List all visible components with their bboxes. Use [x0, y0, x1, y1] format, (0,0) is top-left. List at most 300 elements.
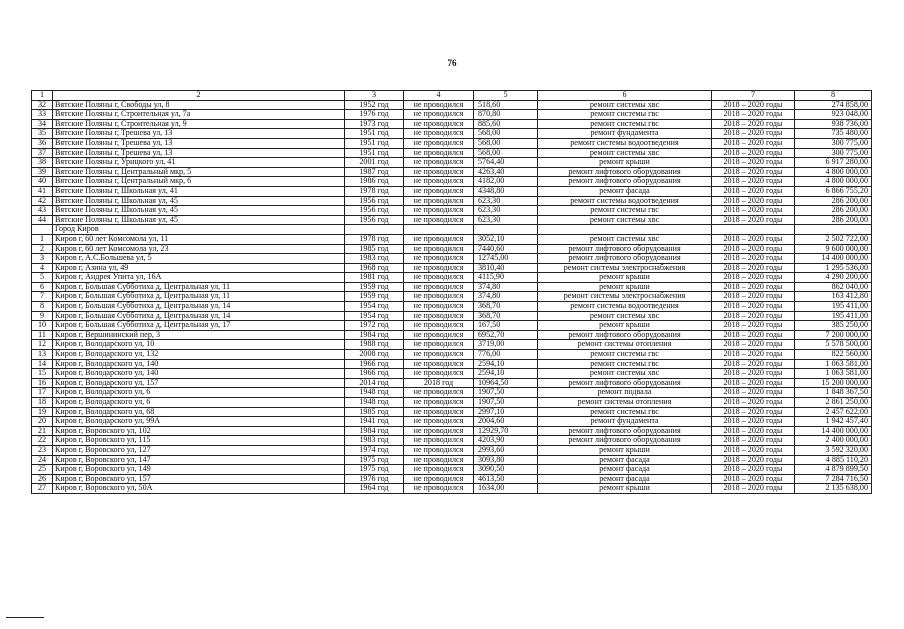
period-cell: 2018 – 2020 годы: [712, 254, 795, 264]
last-repair-cell: не проводился: [404, 350, 474, 360]
work-type-cell: ремонт крыши: [538, 445, 712, 455]
table-row: [32, 186, 872, 196]
build-year-cell: 1968 год: [345, 263, 404, 273]
row-number: 17: [32, 388, 53, 398]
address-cell: Киров г, Воровского ул, 127: [53, 445, 345, 455]
area-cell: 623,30: [474, 206, 538, 216]
build-year-cell: 1951 год: [345, 129, 404, 139]
period-cell: 2018 – 2020 годы: [712, 340, 795, 350]
row-number: 18: [32, 398, 53, 408]
table-row: [32, 350, 872, 360]
cost-cell: 300 775,00: [795, 138, 872, 148]
last-repair-cell: не проводился: [404, 359, 474, 369]
period-cell: 2018 – 2020 годы: [712, 215, 795, 225]
cost-cell: 286 200,00: [795, 206, 872, 216]
period-cell: 2018 – 2020 годы: [712, 167, 795, 177]
build-year-cell: 1952 год: [345, 100, 404, 110]
build-year-cell: 1951 год: [345, 138, 404, 148]
area-cell: 623,30: [474, 196, 538, 206]
row-number: 38: [32, 158, 53, 168]
table-body: [32, 100, 872, 493]
cost-cell: 2 861 250,00: [795, 398, 872, 408]
row-number: 20: [32, 417, 53, 427]
work-type-cell: ремонт фасада: [538, 455, 712, 465]
period-cell: 2018 – 2020 годы: [712, 129, 795, 139]
cost-cell: 1 848 367,50: [795, 388, 872, 398]
address-cell: Вятские Поляны г, Школьная ул, 45: [53, 196, 345, 206]
work-type-cell: ремонт фундамента: [538, 129, 712, 139]
period-cell: 2018 – 2020 годы: [712, 330, 795, 340]
row-number: 4: [32, 263, 53, 273]
cost-cell: 2 457 622,00: [795, 407, 872, 417]
address-cell: Киров г, Воровского ул, 50А: [53, 484, 345, 494]
period-cell: 2018 – 2020 годы: [712, 158, 795, 168]
build-year-cell: 1941 год: [345, 417, 404, 427]
period-cell: 2018 – 2020 годы: [712, 321, 795, 331]
address-cell: Киров г, Воровского ул, 157: [53, 474, 345, 484]
area-cell: 4182,00: [474, 177, 538, 187]
area-cell: 4348,80: [474, 186, 538, 196]
area-cell: 568,00: [474, 129, 538, 139]
work-type-cell: ремонт лифтового оборудования: [538, 436, 712, 446]
period-cell: 2018 – 2020 годы: [712, 100, 795, 110]
build-year-cell: 1986 год: [345, 177, 404, 187]
row-number: 2: [32, 244, 53, 254]
last-repair-cell: не проводился: [404, 215, 474, 225]
column-number: 2: [53, 91, 345, 101]
address-cell: Киров г, Володарского ул, 140: [53, 359, 345, 369]
area-cell: 568,00: [474, 148, 538, 158]
work-type-cell: ремонт системы гвс: [538, 350, 712, 360]
table-row: [32, 206, 872, 216]
period-cell: 2018 – 2020 годы: [712, 234, 795, 244]
table-row: [32, 359, 872, 369]
table-row: [32, 484, 872, 494]
build-year-cell: 1987 год: [345, 167, 404, 177]
cost-cell: 9 600 000,00: [795, 244, 872, 254]
last-repair-cell: не проводился: [404, 177, 474, 187]
address-cell: Вятские Поляны г, Школьная ул, 41: [53, 186, 345, 196]
last-repair-cell: не проводился: [404, 206, 474, 216]
address-cell: Киров г, Воровского ул, 115: [53, 436, 345, 446]
row-number: 13: [32, 350, 53, 360]
build-year-cell: 1956 год: [345, 196, 404, 206]
work-type-cell: ремонт системы хвс: [538, 234, 712, 244]
row-number: 27: [32, 484, 53, 494]
address-cell: Киров г, Андрея Упита ул, 16А: [53, 273, 345, 283]
work-type-cell: ремонт подвала: [538, 388, 712, 398]
work-type-cell: ремонт системы гвс: [538, 407, 712, 417]
cost-cell: 4 879 899,50: [795, 465, 872, 475]
build-year-cell: 1984 год: [345, 426, 404, 436]
row-number: 8: [32, 302, 53, 312]
work-type-cell: ремонт системы электроснабжения: [538, 292, 712, 302]
work-type-cell: ремонт лифтового оборудования: [538, 167, 712, 177]
cost-cell: 6 917 280,00: [795, 158, 872, 168]
area-cell: 374,80: [474, 292, 538, 302]
empty-cell: [712, 225, 795, 235]
row-number: 6: [32, 282, 53, 292]
last-repair-cell: не проводился: [404, 474, 474, 484]
cost-cell: 1 942 457,40: [795, 417, 872, 427]
area-cell: 623,30: [474, 215, 538, 225]
address-cell: Киров г, Большая Субботиха д, Центральная ул, 11: [53, 292, 345, 302]
period-cell: 2018 – 2020 годы: [712, 196, 795, 206]
area-cell: 776,00: [474, 350, 538, 360]
table-row: [32, 417, 872, 427]
cost-cell: 195 411,00: [795, 311, 872, 321]
area-cell: 4613,50: [474, 474, 538, 484]
address-cell: Киров г, Большая Субботиха д, Центральная ул, 14: [53, 302, 345, 312]
period-cell: 2018 – 2020 годы: [712, 378, 795, 388]
address-cell: Киров г, Володарского ул, 157: [53, 378, 345, 388]
table-row: [32, 369, 872, 379]
address-cell: Вятские Поляны г, Центральный мкр, 6: [53, 177, 345, 187]
area-cell: 1907,50: [474, 388, 538, 398]
build-year-cell: 1988 год: [345, 340, 404, 350]
build-year-cell: 1975 год: [345, 465, 404, 475]
build-year-cell: 1981 год: [345, 273, 404, 283]
last-repair-cell: не проводился: [404, 388, 474, 398]
address-cell: Вятские Поляны г, Трешева ул, 13: [53, 138, 345, 148]
page-number: 76: [447, 58, 457, 68]
cost-cell: 4 800 000,00: [795, 177, 872, 187]
cost-cell: 7 284 716,50: [795, 474, 872, 484]
period-cell: 2018 – 2020 годы: [712, 388, 795, 398]
empty-cell: [474, 225, 538, 235]
period-cell: 2018 – 2020 годы: [712, 417, 795, 427]
address-cell: Вятские Поляны г, Трешева ул, 13: [53, 129, 345, 139]
row-number: 33: [32, 110, 53, 120]
last-repair-cell: не проводился: [404, 119, 474, 129]
cost-cell: 195 411,00: [795, 302, 872, 312]
area-cell: 2997,10: [474, 407, 538, 417]
table-row: [32, 292, 872, 302]
last-repair-cell: не проводился: [404, 138, 474, 148]
empty-cell: [404, 225, 474, 235]
repair-registry-table: [31, 90, 872, 494]
table-row: [32, 138, 872, 148]
table-row: [32, 158, 872, 168]
build-year-cell: 1964 год: [345, 484, 404, 494]
cost-cell: 4 800 000,00: [795, 167, 872, 177]
area-cell: 2594,10: [474, 359, 538, 369]
row-number: 21: [32, 426, 53, 436]
build-year-cell: 1976 год: [345, 110, 404, 120]
table-row: [32, 244, 872, 254]
work-type-cell: ремонт крыши: [538, 273, 712, 283]
row-number: 39: [32, 167, 53, 177]
address-cell: Киров г, Володарского ул, 68: [53, 407, 345, 417]
build-year-cell: 1972 год: [345, 321, 404, 331]
period-cell: 2018 – 2020 годы: [712, 263, 795, 273]
table-row: [32, 129, 872, 139]
cost-cell: 938 736,00: [795, 119, 872, 129]
period-cell: 2018 – 2020 годы: [712, 455, 795, 465]
address-cell: Вятские Поляны г, Центральный мкр, 5: [53, 167, 345, 177]
address-cell: Киров г, Большая Субботиха д, Центральная ул, 11: [53, 282, 345, 292]
work-type-cell: ремонт лифтового оборудования: [538, 177, 712, 187]
table-row: [32, 455, 872, 465]
address-cell: Вятские Поляны г, Свободы ул, 8: [53, 100, 345, 110]
cost-cell: 300 775,00: [795, 148, 872, 158]
period-cell: 2018 – 2020 годы: [712, 445, 795, 455]
period-cell: 2018 – 2020 годы: [712, 359, 795, 369]
work-type-cell: ремонт фасада: [538, 186, 712, 196]
build-year-cell: 1954 год: [345, 311, 404, 321]
area-cell: 10964,50: [474, 378, 538, 388]
build-year-cell: 1983 год: [345, 254, 404, 264]
last-repair-cell: не проводился: [404, 110, 474, 120]
cost-cell: 2 502 722,00: [795, 234, 872, 244]
column-number: 3: [345, 91, 404, 101]
cost-cell: 862 040,00: [795, 282, 872, 292]
last-repair-cell: не проводился: [404, 186, 474, 196]
last-repair-cell: не проводился: [404, 311, 474, 321]
table-row: [32, 311, 872, 321]
last-repair-cell: не проводился: [404, 282, 474, 292]
area-cell: 2004,60: [474, 417, 538, 427]
last-repair-cell: не проводился: [404, 302, 474, 312]
period-cell: 2018 – 2020 годы: [712, 206, 795, 216]
build-year-cell: 2008 год: [345, 350, 404, 360]
work-type-cell: ремонт системы хвс: [538, 215, 712, 225]
build-year-cell: 1985 год: [345, 407, 404, 417]
cost-cell: 286 200,00: [795, 196, 872, 206]
table-row: [32, 474, 872, 484]
work-type-cell: ремонт системы отопления: [538, 340, 712, 350]
row-number: 40: [32, 177, 53, 187]
area-cell: 518,60: [474, 100, 538, 110]
work-type-cell: ремонт лифтового оборудования: [538, 330, 712, 340]
address-cell: Вятские Поляны г, Урицкого ул, 41: [53, 158, 345, 168]
period-cell: 2018 – 2020 годы: [712, 186, 795, 196]
table-row: [32, 110, 872, 120]
table-row: [32, 167, 872, 177]
build-year-cell: 1956 год: [345, 215, 404, 225]
last-repair-cell: не проводился: [404, 158, 474, 168]
table-row: [32, 426, 872, 436]
row-number: 44: [32, 215, 53, 225]
row-number: 42: [32, 196, 53, 206]
address-cell: Вятские Поляны г, Строительная ул, 7а: [53, 110, 345, 120]
last-repair-cell: не проводился: [404, 398, 474, 408]
cost-cell: 7 200 000,00: [795, 330, 872, 340]
footnote-divider: [6, 617, 44, 618]
row-number: 15: [32, 369, 53, 379]
work-type-cell: ремонт системы гвс: [538, 119, 712, 129]
period-cell: 2018 – 2020 годы: [712, 302, 795, 312]
build-year-cell: 1984 год: [345, 330, 404, 340]
address-cell: Киров г, Воровского ул, 147: [53, 455, 345, 465]
period-cell: 2018 – 2020 годы: [712, 177, 795, 187]
last-repair-cell: не проводился: [404, 455, 474, 465]
period-cell: 2018 – 2020 годы: [712, 350, 795, 360]
build-year-cell: 1976 год: [345, 474, 404, 484]
area-cell: 3052,10: [474, 234, 538, 244]
cost-cell: 1 063 581,00: [795, 359, 872, 369]
work-type-cell: ремонт крыши: [538, 484, 712, 494]
period-cell: 2018 – 2020 годы: [712, 292, 795, 302]
cost-cell: 5 578 500,00: [795, 340, 872, 350]
address-cell: Киров г, Большая Субботиха д, Центральная ул, 17: [53, 321, 345, 331]
area-cell: 1634,00: [474, 484, 538, 494]
build-year-cell: 1948 год: [345, 398, 404, 408]
build-year-cell: 1956 год: [345, 206, 404, 216]
row-number: 41: [32, 186, 53, 196]
period-cell: 2018 – 2020 годы: [712, 138, 795, 148]
work-type-cell: ремонт лифтового оборудования: [538, 254, 712, 264]
last-repair-cell: не проводился: [404, 167, 474, 177]
period-cell: 2018 – 2020 годы: [712, 311, 795, 321]
address-cell: Киров г, Володарского ул, 10: [53, 340, 345, 350]
area-cell: 12929,70: [474, 426, 538, 436]
area-cell: 3090,50: [474, 465, 538, 475]
work-type-cell: ремонт системы хвс: [538, 311, 712, 321]
area-cell: 7440,60: [474, 244, 538, 254]
area-cell: 368,70: [474, 311, 538, 321]
build-year-cell: 1959 год: [345, 292, 404, 302]
row-number: 5: [32, 273, 53, 283]
period-cell: 2018 – 2020 годы: [712, 407, 795, 417]
last-repair-cell: не проводился: [404, 100, 474, 110]
last-repair-cell: не проводился: [404, 417, 474, 427]
address-cell: Киров г, 60 лет Комсомола ул, 23: [53, 244, 345, 254]
last-repair-cell: не проводился: [404, 321, 474, 331]
last-repair-cell: не проводился: [404, 129, 474, 139]
table-row: [32, 273, 872, 283]
address-cell: Киров г, Володарского ул, 99А: [53, 417, 345, 427]
table-row: [32, 436, 872, 446]
build-year-cell: 1973 год: [345, 119, 404, 129]
table-row: [32, 119, 872, 129]
work-type-cell: ремонт системы отопления: [538, 398, 712, 408]
work-type-cell: ремонт системы водоотведения: [538, 138, 712, 148]
row-number: 16: [32, 378, 53, 388]
last-repair-cell: не проводился: [404, 234, 474, 244]
column-number-row: [32, 91, 872, 101]
work-type-cell: ремонт системы гвс: [538, 110, 712, 120]
group-row: [32, 225, 872, 235]
build-year-cell: 1959 год: [345, 282, 404, 292]
last-repair-cell: не проводился: [404, 436, 474, 446]
address-cell: Киров г, Володарского ул, 6: [53, 398, 345, 408]
area-cell: 4263,40: [474, 167, 538, 177]
period-cell: 2018 – 2020 годы: [712, 369, 795, 379]
build-year-cell: 1978 год: [345, 186, 404, 196]
address-cell: Киров г, Азина ул, 49: [53, 263, 345, 273]
address-cell: Вятские Поляны г, Школьная ул, 45: [53, 206, 345, 216]
period-cell: 2018 – 2020 годы: [712, 465, 795, 475]
period-cell: 2018 – 2020 годы: [712, 119, 795, 129]
build-year-cell: 1978 год: [345, 234, 404, 244]
address-cell: Киров г, 60 лет Комсомола ул, 11: [53, 234, 345, 244]
cost-cell: 822 560,00: [795, 350, 872, 360]
area-cell: 568,00: [474, 138, 538, 148]
work-type-cell: ремонт системы электроснабжения: [538, 263, 712, 273]
cost-cell: 1 295 536,00: [795, 263, 872, 273]
table-row: [32, 465, 872, 475]
last-repair-cell: не проводился: [404, 254, 474, 264]
column-number: 5: [474, 91, 538, 101]
table-row: [32, 263, 872, 273]
build-year-cell: 1983 год: [345, 436, 404, 446]
row-number: 12: [32, 340, 53, 350]
last-repair-cell: не проводился: [404, 465, 474, 475]
cost-cell: 923 048,00: [795, 110, 872, 120]
last-repair-cell: не проводился: [404, 148, 474, 158]
last-repair-cell: не проводился: [404, 484, 474, 494]
last-repair-cell: не проводился: [404, 330, 474, 340]
column-number: 1: [32, 91, 53, 101]
period-cell: 2018 – 2020 годы: [712, 282, 795, 292]
table-row: [32, 234, 872, 244]
row-number: [32, 225, 53, 235]
table-row: [32, 407, 872, 417]
last-repair-cell: не проводился: [404, 407, 474, 417]
row-number: 11: [32, 330, 53, 340]
area-cell: 368,70: [474, 302, 538, 312]
area-cell: 870,80: [474, 110, 538, 120]
area-cell: 3093,80: [474, 455, 538, 465]
period-cell: 2018 – 2020 годы: [712, 426, 795, 436]
work-type-cell: ремонт крыши: [538, 321, 712, 331]
row-number: 24: [32, 455, 53, 465]
period-cell: 2018 – 2020 годы: [712, 484, 795, 494]
address-cell: Киров г, Володарского ул, 6: [53, 388, 345, 398]
row-number: 14: [32, 359, 53, 369]
cost-cell: 385 250,00: [795, 321, 872, 331]
row-number: 26: [32, 474, 53, 484]
area-cell: 3810,40: [474, 263, 538, 273]
row-number: 37: [32, 148, 53, 158]
empty-cell: [795, 225, 872, 235]
table-row: [32, 330, 872, 340]
table-row: [32, 445, 872, 455]
work-type-cell: ремонт системы хвс: [538, 148, 712, 158]
cost-cell: 1 063 581,00: [795, 369, 872, 379]
period-cell: 2018 – 2020 годы: [712, 244, 795, 254]
build-year-cell: 1975 год: [345, 455, 404, 465]
area-cell: 4115,90: [474, 273, 538, 283]
empty-cell: [345, 225, 404, 235]
build-year-cell: 1951 год: [345, 148, 404, 158]
cost-cell: 286 200,00: [795, 215, 872, 225]
table-row: [32, 196, 872, 206]
work-type-cell: ремонт системы водоотведения: [538, 196, 712, 206]
last-repair-cell: не проводился: [404, 445, 474, 455]
work-type-cell: ремонт лифтового оборудования: [538, 244, 712, 254]
area-cell: 12745,00: [474, 254, 538, 264]
work-type-cell: ремонт лифтового оборудования: [538, 378, 712, 388]
address-cell: Вятские Поляны г, Трешева ул, 13: [53, 148, 345, 158]
work-type-cell: ремонт фундамента: [538, 417, 712, 427]
row-number: 19: [32, 407, 53, 417]
cost-cell: 2 135 638,00: [795, 484, 872, 494]
cost-cell: 735 480,00: [795, 129, 872, 139]
address-cell: Киров г, Воровского ул, 149: [53, 465, 345, 475]
area-cell: 2993,60: [474, 445, 538, 455]
area-cell: 4203,90: [474, 436, 538, 446]
column-number: 7: [712, 91, 795, 101]
empty-cell: [538, 225, 712, 235]
table-row: [32, 148, 872, 158]
address-cell: Киров г, Володарского ул, 132: [53, 350, 345, 360]
table-row: [32, 282, 872, 292]
table-row: [32, 340, 872, 350]
cost-cell: 6 866 755,20: [795, 186, 872, 196]
last-repair-cell: не проводился: [404, 263, 474, 273]
